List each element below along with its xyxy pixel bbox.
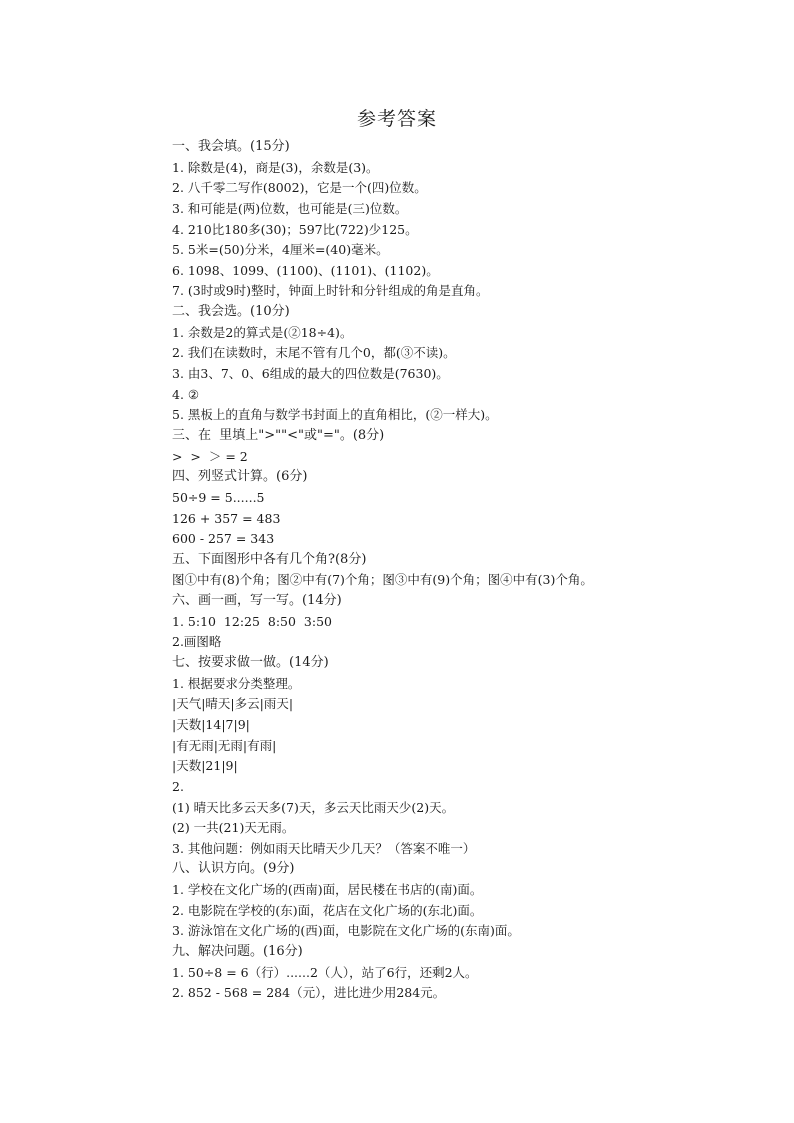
answer-line: 6. 1098、1099、(1100)、(1101)、(1102)。 [172,262,439,278]
section-heading: 六、画一画，写一写。(14分) [172,593,342,609]
answer-line: |天数|14|7|9| [172,716,250,732]
answer-line: 50÷9 = 5......5 [172,489,265,505]
answer-line: 图①中有(8)个角；图②中有(7)个角；图③中有(9)个角；图④中有(3)个角。 [172,572,593,588]
answer-line: |天数|21|9| [172,758,238,774]
answer-content [172,137,772,1004]
answer-line: 2. 八千零二写作(8002)，它是一个(四)位数。 [172,180,427,196]
section-heading: 七、按要求做一做。(14分) [172,655,329,671]
answer-line: 126 + 357 = 483 [172,510,281,526]
answer-line: 1. 学校在文化广场的(西南)面，居民楼在书店的(南)面。 [172,882,483,898]
section-heading: 八、认识方向。(9分) [172,861,295,877]
section-heading: 九、解决问题。(16分) [172,943,303,959]
section-heading: 二、我会选。(10分) [172,304,290,320]
answer-line: |有无雨|无雨|有雨| [172,737,277,753]
answer-line: 5. 黑板上的直角与数学书封面上的直角相比，(②一样大)。 [172,407,498,423]
answer-line: 1. 50÷8 = 6（行）......2（人），站了6行，还剩2人。 [172,964,478,980]
answer-line: 2. [172,778,184,794]
answer-line: 2. 852 - 568 = 284（元），进比进少用284元。 [172,985,446,1001]
answer-line: 3. 和可能是(两)位数，也可能是(三)位数。 [172,200,408,216]
answer-line: 3. 其他问题：例如雨天比晴天少几天？（答案不唯一） [172,840,476,856]
answer-line: 600 - 257 = 343 [172,531,275,547]
answer-line: 1. 除数是(4)，商是(3)，余数是(3)。 [172,159,379,175]
answer-line: 3. 由3、7、0、6组成的最大的四位数是(7630)。 [172,366,449,382]
section-heading: 一、我会填。(15分) [172,139,290,154]
answer-line: 1. 余数是2的算式是(②18÷4)。 [172,324,353,340]
answer-line: (2) 一共(21)天无雨。 [172,820,295,836]
answer-line: 2.画图略 [172,634,222,650]
answer-line: 2. 我们在读数时，末尾不管有几个0，都(③不读)。 [172,345,456,361]
section-heading: 四、列竖式计算。(6分) [172,469,308,485]
answer-line: 4. ② [172,386,200,402]
section-heading: 三、在 里填上">""<"或"="。(8分) [172,427,385,443]
answer-line: |天气|晴天|多云|雨天| [172,696,294,712]
answer-line: 7. (3时或9时)整时，钟面上时针和分针组成的角是直角。 [172,283,489,299]
answer-line: 3. 游泳馆在文化广场的(西)面，电影院在文化广场的(东南)面。 [172,923,520,939]
answer-line: 1. 根据要求分类整理。 [172,675,301,691]
answer-line: 1. 5:10 12:25 8:50 3:50 [172,613,332,629]
section-heading: 五、下面图形中各有几个角?(8分) [172,551,367,567]
page-title: 参考答案 [356,108,437,130]
answer-line: 2. 电影院在学校的(东)面，花店在文化广场的(东北)面。 [172,902,483,918]
answer-line: > > ＞ = 2 [172,448,248,464]
answer-line: 4. 210比180多(30)；597比(722)少125。 [172,221,418,237]
answer-line: (1) 晴天比多云天多(7)天，多云天比雨天少(2)天。 [172,799,455,815]
answer-line: 5. 5米=(50)分米，4厘米=(40)毫米。 [172,242,389,258]
